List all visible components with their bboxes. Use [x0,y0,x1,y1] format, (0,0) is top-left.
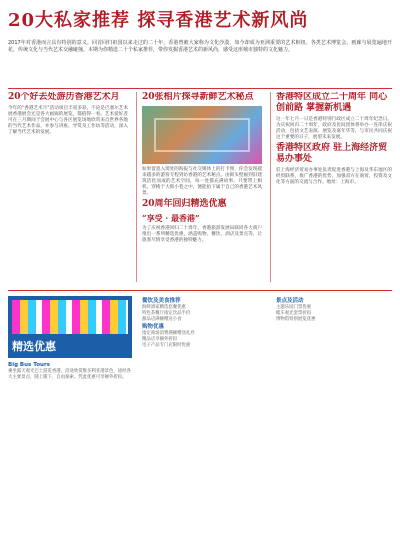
intro-text: 2017年对香港而言具有特别的意义。回首回归祖国以来走过的二十年，香港曾被大家称为文化沙漠，如今却成为亚洲重要的艺术枢纽。各类艺术博览会、画廊与展览遍地开花，传统文化与当代艺术交融碰撞。本期为你精选二十个私家推荐，带你发掘香港艺术的新风尚，感受这座城市独特的文化魅力。 [8,40,392,53]
list-item: 博物馆特别展览优惠 [276,316,316,322]
divider [8,290,392,291]
list-item: 缆车观光套票折扣 [276,310,312,316]
section-body: 为了庆祝香港回归二十周年，香港旅游发展局联同各大商户推出一系列精选优惠，涵盖购物、餐饮、酒店及景点等，让旅客尽情享受香港的独特魅力。 [142,226,262,243]
list-item: 海鲜酒家精选套餐优惠 [142,305,186,310]
section-photo-spots [142,92,262,282]
bus-body: 乘坐露天观光巴士游览香港，沿途欣赏维多利亚港景色，途经各大主要景点，随上随下，自由探索。凭此优惠可享额外折扣。 [8,369,131,380]
list-item: 电子产品专门店限时优惠 [142,342,191,348]
promo-list-dining [142,296,262,548]
section-heading: 香港特区政府 驻上海经济贸易办事处 [276,143,388,164]
shop-photo [12,300,128,334]
section-heading: 香港特区成立二十周年 同心创前路 掌握新机遇 [276,92,388,113]
list-item: 主题乐园门票优惠 [276,305,312,310]
bus-tours-block [8,362,132,548]
divider [270,92,271,282]
section-heading: 20周年回归精选优惠 [142,199,227,209]
section-body: 驻上海经济贸易办事处负责促进香港与上海及华东地区的经贸联系，推广香港的优势，加强双方在商贸、投资及文化等方面的交流与合作。地址：上海市。 [276,168,392,185]
section-body: 这一年七月一日是香港特别行政区成立二十周年纪念日。为庆祝回归二十周年，政府及民间团体将举办一连串庆祝活动，包括文艺表演、展览及嘉年华等，与市民共同庆祝这个重要的日子，展望未来发展。 [276,117,392,140]
divider [136,92,137,282]
section-heading: 20个好去处游历香港艺术月 [8,92,120,102]
promo-list-attractions [276,296,392,548]
bus-title: Big Bus Tours [8,362,50,368]
section-body: 今年的“香港艺术月”活动项目丰富多彩，不论是巴塞尔艺术展香港展会还是各大画廊的展览，都值得一看。艺术爱好者可在三月期间于会展中心与各区展览场地欣赏来自世界各地的当代艺术作品，并参与讲座、导赏及工作坊等活动，深入了解当代艺术的发展。 [8,106,128,135]
list-item: 指定商场消费满额赠送礼券 [142,331,195,337]
list-item: 精品店享额外折扣 [142,337,178,343]
page-title: 20大私家推荐 探寻香港艺术新风尚 [8,10,309,31]
section-body: 如果留意入境处的海报与社交媒体上的打卡照，你会发现越来越多的游客专程到访香港的艺术秘点。由街头壁画到旧建筑活化而成的艺术空间，每一处都充满故事。只要带上相机，穿梭于大街小巷之中，便能拍下属于自己的香港艺术风景。 [142,167,262,196]
list-item: 甜品店满额赠送小食 [142,316,182,322]
list-title: 景点及活动 [276,298,304,304]
list-title: 餐饮及美食推荐 [142,298,181,304]
banner-label: 精选优惠 [12,340,56,353]
gallery-photo [142,106,262,164]
section-art-month [8,92,128,282]
section-subheading: “享受 · 最香港” [142,213,200,223]
section-anniversary [276,92,392,282]
list-item: 特色茶餐厅指定饮品半价 [142,310,191,316]
promo-banner [8,296,132,358]
divider [8,88,392,89]
section-heading: 20张相片探寻新鲜艺术秘点 [142,92,254,102]
list-title: 购物优惠 [142,324,165,331]
